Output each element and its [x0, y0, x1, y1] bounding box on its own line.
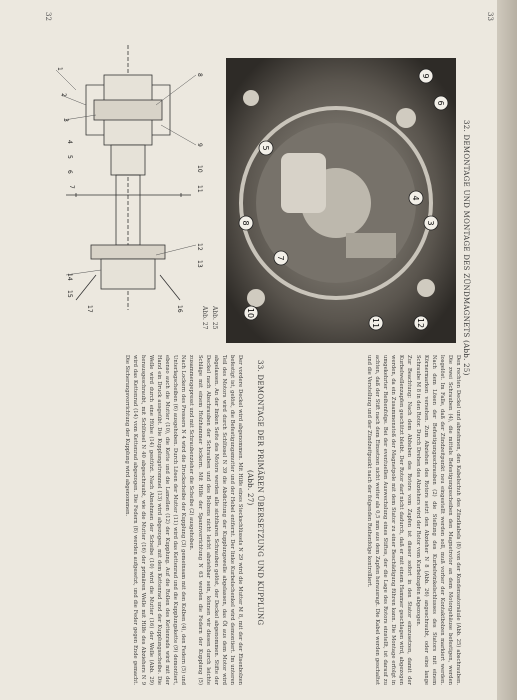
drawing-callout-label: 14	[66, 273, 73, 281]
drawing-callout-label: 1	[56, 67, 63, 71]
drawing-callout-label: 13	[196, 260, 203, 268]
photo-callout-label: 12	[416, 317, 425, 329]
caption-figure-27: Abb. 27	[201, 306, 208, 330]
section-33-heading: 33. DEMONTAGE DER PRIMÄREN ÜBERSETZUNG UND KUPPLUNG	[256, 360, 264, 626]
section-32-body	[242, 355, 462, 685]
drawing-callout-label: 15	[66, 290, 73, 298]
drawing-callout-label: 5	[66, 155, 73, 159]
drawing-callout-label: 9	[196, 143, 203, 147]
section-32-paragraph-1: Den rechten Deckel und abnehmen, den Kabelschuh des Zündkabels (8) von der Kondensatorsäule (Abb. 25) abschrauben. Die zwei Schrauben (4), die mittels Befestigungsscheiben den Magnetrotor an dem Motorgehäuse befestigen, werden losgelöst. Im Falle, daß der Zündzeitpunkt neu eingestellt werden soll, muß vorher der Kontaktbolzen markiert werden. Nach dem Lösen der Befestigungsschrauben (2) die Stellung des Kurbelwinkelschlusses des Stators mit einem Körnermarken versehen. Zum Abziehen des Rotors setzt den Abzieher N 8 (Abb. 26) angeschraubt, oder eine lange Schraube M 8 in den Rotor. Durch Drehen des Abziehers wird der Rotor vom Kurbelzapfen abgezogen.	[414, 355, 461, 685]
photo-callout-label: 8	[241, 220, 250, 226]
caption-figure-25: Abb. 25	[211, 306, 218, 330]
photo-callout-label: 10	[246, 307, 255, 319]
drawing-callout-label: 8	[196, 73, 203, 77]
drawing-callout-label: 3	[62, 118, 69, 122]
drawing-callout-label: 11	[196, 185, 203, 193]
drawing-callout-label: 12	[196, 243, 203, 251]
magneto-photograph	[226, 58, 456, 343]
section-32-heading: 32. DEMONTAGE UND MONTAGE DES ZÜNDMAGNETS (Abb. 25)	[462, 120, 470, 376]
photo-callout-label: 9	[421, 73, 430, 79]
drawing-callout-label: 2	[60, 93, 67, 97]
book-spine	[497, 0, 517, 700]
section-33-body	[29, 355, 244, 685]
section-33-paragraph-1: Der vordere Deckel wird abgenommen. Mit Hilfe eines Steckschlüssels N 29 wird die Mutter M 8, mit der der Eisenbolzen befestigt ist, gelöst, die Befestigungsmutter und der Hebel entfernt. Der linke Kurbelschenkel wird demontiert. Im unteren Teil des Motors wird durch Schlüssel N 39 die Abdichtung der Kupplungswelle abgelassen, das Öl aus dem Motor wird abgelassen. An der linken Seite des Motors werden alle sichtbaren Schrauben gelöst, der Deckel abgenommen. Stifte der Deckel nach Abschrauben der Schrauben und des Bolzens nicht leicht abziehbar sein, können wir diesen durch leichte Schläge mit einem Holzhammer lockern. Mit Hilfe der Spannvorrichtung N 63 werden die Federn der Kupplung (5) zusammengepresst und mit Schraubenzieher die Scheibe (2) ausgehoben.	[188, 355, 243, 685]
page-number-left: 32	[44, 12, 52, 21]
photo-callout-label: 4	[411, 195, 420, 201]
photo-callout-label: 5	[261, 145, 270, 151]
section-33-subheading: (Abb. 27)	[246, 470, 254, 506]
drawing-callout-label: 7	[68, 185, 75, 189]
drawing-callout-label: 6	[66, 170, 73, 174]
section-33-paragraph-2: Nach Lockern des Pressers N 4 wird die Druckscheibe der Kupplung (3) gemeinsam mit den Kolben (4), den Federn (5) und Unterlagscheiben (6) ausgehoben. Durch Lösen der Mutter (11) wird das Kettenrad und die Kupplungskette (9) demontiert, ebenso auch die Mutter (10), die Kette und die Lamellen (12) der Kupplung. Auf die Rollen des Kettenrads wird mit der Hand ein Druck ausgeübt. Die Kupplungstrommel (13) wird abgezogen, mit dem Kettenrad und der Kupplungsscheibe. Die Welle wird durch eine Hülse (14) gestützt. Nach Abnehmen der Scheibe (10) wird die Mutter (16) der Welle (Abb. 29) herausgeschraubt, mit Schlüssel N 40 abgeschraubt, wie die Mutter (16) der primären Welle mit Hilfe des Abziehers N 9 wird das Kettenrad (14) vom Kettenrad abgezogen. Die Federn (8) werden aufgesetzt, und die Feder gegen Ende gemacht. Die Sicherungsvorrichtung der Kupplung wird abgenommen.	[123, 355, 187, 685]
photo-callout-label: 7	[276, 255, 285, 261]
photo-callout-label: 11	[371, 317, 380, 329]
drawing-callout-label: 17	[86, 305, 93, 313]
page-number-right: 33	[486, 12, 494, 21]
photo-callout-label: 3	[426, 220, 435, 226]
drawing-callout-label: 4	[66, 140, 73, 144]
drawing-callout-label: 10	[196, 165, 203, 173]
section-32-paragraph-2: Zur Beachtung: Nach dem Abheben des Rotors vom Zapfen ist dieser sofort in den Stator einzusetzen, damit der Kurbelwellenzapfen geschützt bleibt. Der Rotor darf nicht dadurch, daß er mit einem Hammer geschlagen wird, abgezogen werden, da ein Zusammenstoß der Magnetpole mit dem Stator zu einer Beschädigung führen kann. Die Montage erfolgt in umgekehrter Reihenfolge. Bei der eventuellen Auswechslung eines Stiftes, der die Lage des Rotors einstellt, ist darauf zu achten, daß der Stift nach dem Einsetzen nicht weiter als 0,5 mm aus dem Zapfen herausragt. Die Kabel werden geschaltet und die Verstellung und der Zündzeitpunkt nach der folgenden Reihenfolge kontrolliert.	[365, 355, 413, 685]
clutch-cross-section-drawing	[56, 45, 203, 313]
photo-callout-label: 6	[436, 100, 445, 106]
drawing-callout-label: 16	[176, 305, 183, 313]
